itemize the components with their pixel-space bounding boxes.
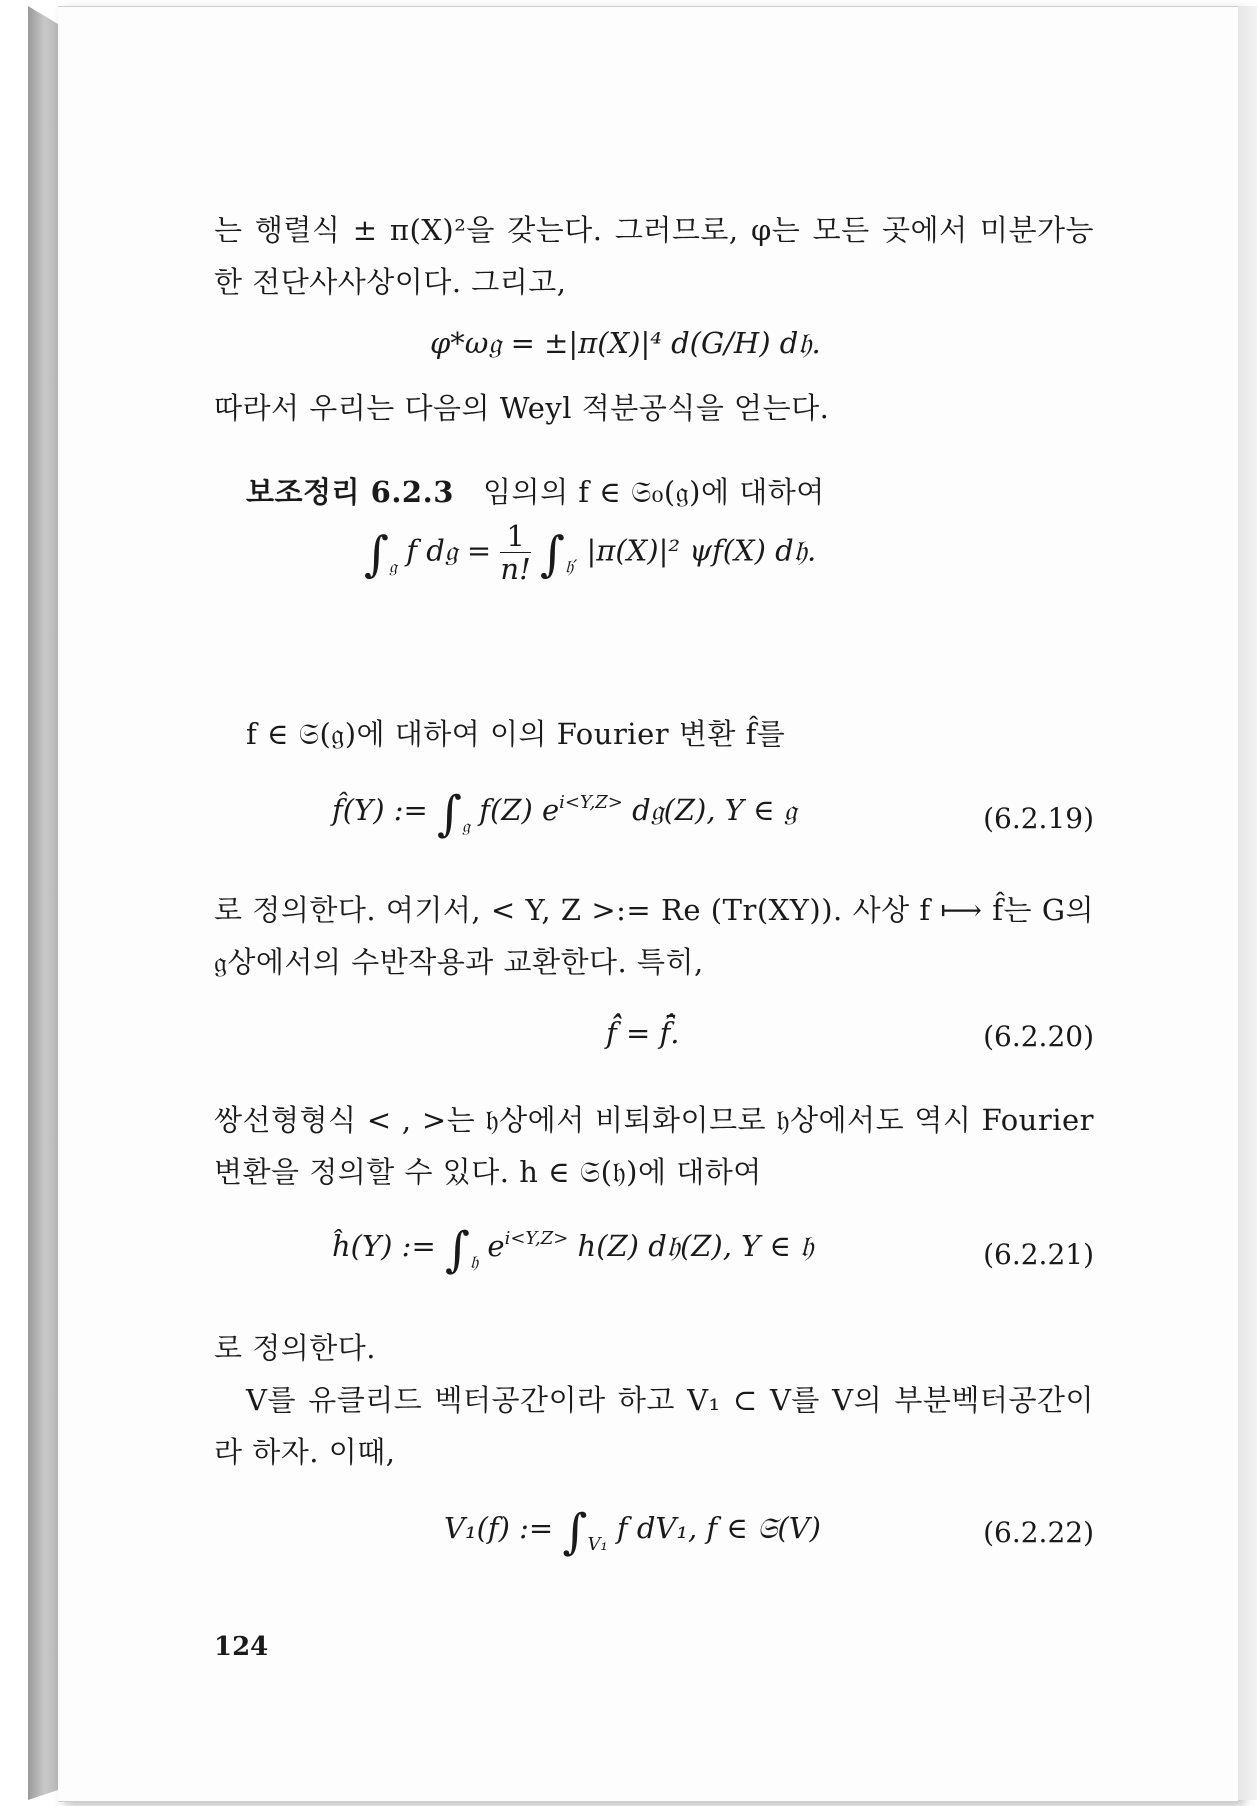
- subspace-lhs: V₁(f) :=: [444, 1511, 554, 1545]
- text-line-3: 따라서 우리는 다음의 Weyl 적분공식을 얻는다.: [214, 391, 830, 425]
- integral-subscript-g: 𝔤: [462, 816, 471, 837]
- subspace-tail: f dV₁, f ∈ 𝔖(V): [616, 1511, 821, 1545]
- integral-subscript-V1: V₁: [587, 1534, 608, 1555]
- fourier-h-lhs: ĥ(Y) :=: [332, 1229, 436, 1263]
- equation-number-6-2-22: (6.2.22): [983, 1516, 1094, 1549]
- equation-double-hat: f̂̂ = f̄̂.: [606, 1016, 680, 1050]
- fourier-g-tail: d𝔤(Z), Y ∈ 𝔤: [632, 793, 797, 827]
- book-spine: [28, 6, 58, 1800]
- integral-sign: ∫: [437, 786, 463, 842]
- text-line-9: 로 정의한다.: [214, 1331, 377, 1365]
- integral-subscript-h: 𝔥: [469, 1252, 479, 1273]
- text-line-11: 라 하자. 이때,: [214, 1435, 396, 1469]
- integral-sign: ∫: [562, 1504, 588, 1560]
- equation-pullback-form: φ*ω𝔤 = ±|π(X)|⁴ d(G/H) d𝔥.: [430, 326, 821, 360]
- integral-sign: ∫: [539, 526, 565, 583]
- exp-base: e: [487, 1229, 505, 1263]
- integral-sign: ∫: [444, 1222, 470, 1278]
- equation-fourier-g: [332, 786, 797, 842]
- lemma-label: 보조정리 6.2.3: [246, 475, 454, 509]
- text-line-1: 는 행렬식 ± π(X)²을 갖는다. 그러므로, φ는 모든 곳에서 미분가능: [214, 213, 1094, 247]
- equation-number-6-2-21: (6.2.21): [983, 1238, 1094, 1271]
- exponent: i<Y,Z>: [504, 1228, 569, 1249]
- fourier-h-tail: h(Z) d𝔥(Z), Y ∈ 𝔥: [577, 1229, 814, 1263]
- weyl-rhs: |π(X)|² ψf(X) d𝔥.: [586, 533, 817, 568]
- equation-number-6-2-20: (6.2.20): [983, 1020, 1094, 1053]
- equation-fourier-h: [332, 1222, 813, 1278]
- fourier-g-lhs: f̂(Y) :=: [332, 793, 428, 827]
- lemma-heading: [246, 472, 825, 512]
- text-line-6: 𝔤상에서의 수반작용과 교환한다. 특히,: [214, 945, 704, 979]
- text-line-2: 한 전단사사상이다. 그리고,: [214, 265, 567, 299]
- text-line-4: f ∈ 𝔖(𝔤)에 대하여 이의 Fourier 변환 f̂를: [246, 717, 786, 751]
- equation-number-6-2-19: (6.2.19): [983, 802, 1094, 835]
- text-line-5: 로 정의한다. 여기서, < Y, Z >:= Re (Tr(XY)). 사상 f ⟼ f̂는 G의: [214, 893, 1094, 927]
- fourier-g-integrand: f(Z) e: [479, 793, 560, 827]
- text-line-8: 변환을 정의할 수 있다. h ∈ 𝔖(𝔥)에 대하여: [214, 1155, 762, 1189]
- exponent: i<Y,Z>: [559, 792, 623, 813]
- equation-weyl-integral: [364, 520, 816, 585]
- text-line-10: V를 유클리드 벡터공간이라 하고 V₁ ⊂ V를 V의 부분벡터공간이: [246, 1383, 1094, 1417]
- weyl-lhs: f d𝔤 =: [406, 533, 492, 568]
- lemma-text: 임의의 f ∈ 𝔖₀(𝔤)에 대하여: [483, 475, 825, 509]
- equation-subspace-integral: [444, 1504, 821, 1560]
- fraction-one-over-n-factorial: [500, 520, 530, 585]
- integral-sign: ∫: [364, 526, 390, 583]
- integral-subscript-hprime: 𝔥′: [565, 556, 578, 578]
- page-number: 124: [214, 1632, 269, 1662]
- fraction-numerator: 1: [500, 520, 530, 553]
- page-edge: [1238, 6, 1257, 1800]
- fraction-denominator: n!: [500, 552, 531, 586]
- text-line-7: 쌍선형형식 < , >는 𝔥상에서 비퇴화이므로 𝔥상에서도 역시 Fourier: [214, 1103, 1094, 1137]
- integral-subscript-g: 𝔤: [389, 556, 398, 578]
